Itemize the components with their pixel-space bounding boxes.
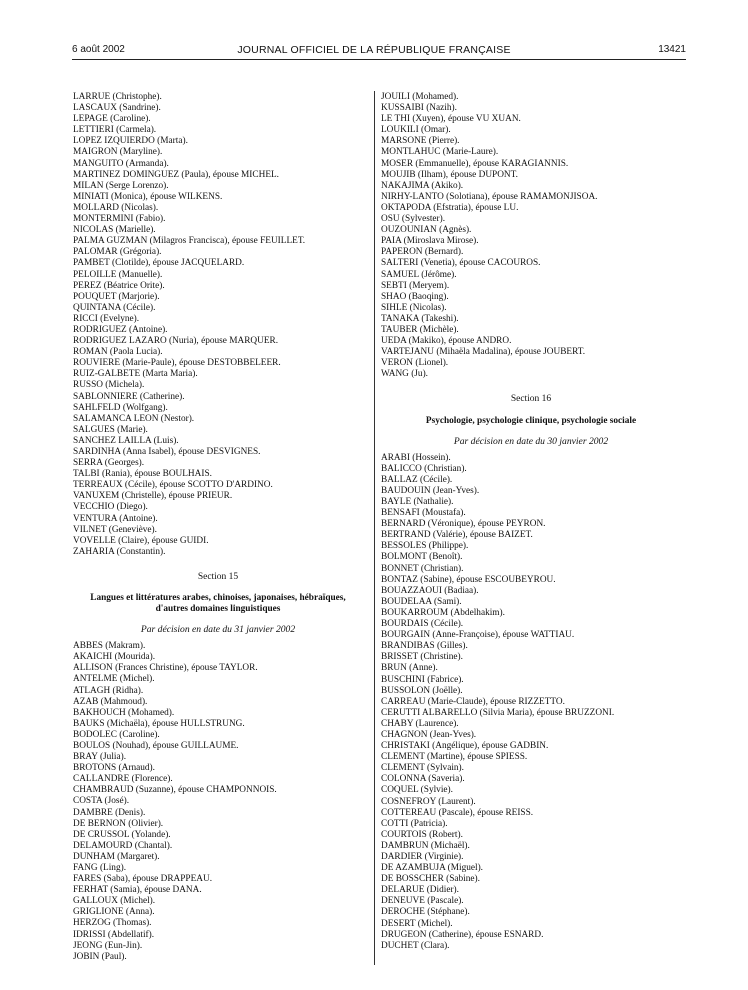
list-item: DE BERNON (Olivier).	[73, 818, 164, 829]
list-item: DAMBRUN (Michaël).	[381, 840, 470, 851]
list-item: QUINTANA (Cécile).	[73, 302, 156, 313]
list-item: JOBIN (Paul).	[73, 951, 127, 962]
list-item: BONNET (Christian).	[381, 563, 464, 574]
list-item: CLEMENT (Martine), épouse SPIESS.	[381, 752, 528, 763]
list-item: CHAMBRAUD (Suzanne), épouse CHAMPONNOIS.	[73, 785, 277, 796]
list-item: JOUILI (Mohamed).	[381, 92, 459, 102]
list-item: DESERT (Michel).	[381, 918, 453, 929]
section-15-subtitle: Langues et littératures arabes, chinoises, japonaises, hébraïques, d'autres domaines linguistiques	[90, 593, 346, 615]
list-item: DRUGEON (Catherine), épouse ESNARD.	[381, 929, 544, 940]
list-item: GRIGLIONE (Anna).	[73, 907, 155, 918]
list-item: RUSSO (Michela).	[73, 380, 145, 391]
list-item: LE THI (Xuyen), épouse VU XUAN.	[381, 114, 521, 125]
list-item: ALLISON (Frances Christine), épouse TAYLOR.	[73, 663, 258, 674]
list-item: SAHLFELD (Wolfgang).	[73, 402, 168, 413]
section-16-subtitle: Psychologie, psychologie clinique, psychologie sociale	[425, 415, 637, 426]
right-entries-bottom	[381, 453, 681, 952]
list-item: MARTINEZ DOMINGUEZ (Paula), épouse MICHEL.	[73, 169, 280, 180]
list-item: CALLANDRE (Florence).	[73, 774, 173, 785]
list-item: COLONNA (Saveria).	[381, 774, 465, 785]
list-item: ROMAN (Paola Lucia).	[73, 347, 163, 358]
list-item: OKTAPODA (Efstratia), épouse LU.	[381, 202, 519, 213]
list-item: BAKHOUCH (Mohamed).	[73, 707, 175, 718]
list-item: SALTERI (Venetia), épouse CACOUROS.	[381, 258, 541, 269]
list-item: MONTERMINI (Fabio).	[73, 214, 166, 225]
list-item: RUIZ-GALBETE (Marta Maria).	[73, 369, 198, 380]
list-item: BAUDOUIN (Jean-Yves).	[381, 485, 480, 496]
header-page-number: 13421	[658, 44, 686, 55]
list-item: MONTLAHUC (Marie-Laure).	[381, 147, 499, 158]
list-item: NAKAJIMA (Akiko).	[381, 180, 464, 191]
list-item: ROUVIERE (Marie-Paule), épouse DESTOBBELEER.	[73, 358, 281, 369]
list-item: DUCHET (Clara).	[381, 940, 450, 951]
list-item: COQUEL (Sylvie).	[381, 785, 453, 796]
list-item: MOLLARD (Nicolas).	[73, 202, 159, 213]
list-item: PALMA GUZMAN (Milagros Francisca), épouse FEUILLET.	[73, 236, 306, 247]
list-item: TALBI (Rania), épouse BOULHAIS.	[73, 469, 212, 480]
list-item: VOVELLE (Claire), épouse GUIDI.	[73, 535, 209, 546]
list-item: TAUBER (Michèle).	[381, 324, 459, 335]
list-item: MOUJIB (Ilham), épouse DUPONT.	[381, 169, 518, 180]
list-item: LARRUE (Christophe).	[73, 92, 162, 102]
list-item: MAIGRON (Maryline).	[73, 147, 163, 158]
list-item: BERNARD (Véronique), épouse PEYRON.	[381, 519, 546, 530]
list-item: DELARUE (Didier).	[381, 885, 459, 896]
list-item: SEBTI (Meryem).	[381, 280, 450, 291]
left-entries-bottom	[73, 641, 363, 963]
list-item: LEPAGE (Caroline).	[73, 114, 151, 125]
list-item: NICOLAS (Marielle).	[73, 225, 156, 236]
list-item: BENSAFI (Moustafa).	[381, 508, 466, 519]
column-separator	[374, 91, 375, 965]
list-item: VILNET (Geneviève).	[73, 524, 157, 535]
list-item: VERON (Lionel).	[381, 358, 449, 369]
list-item: ZAHARIA (Constantin).	[73, 546, 166, 557]
list-item: BROTONS (Arnaud).	[73, 763, 155, 774]
list-item: BUSCHINI (Fabrice).	[381, 674, 464, 685]
list-item: DEROCHE (Stéphane).	[381, 907, 470, 918]
list-item: SIHLE (Nicolas).	[381, 302, 447, 313]
header-title: JOURNAL OFFICIEL DE LA RÉPUBLIQUE FRANÇAISE	[237, 44, 511, 56]
list-item: MINIATI (Monica), épouse WILKENS.	[73, 191, 223, 202]
list-item: BAUKS (Michaëla), épouse HULLSTRUNG.	[73, 718, 245, 729]
list-item: MARSONE (Pierre).	[381, 136, 460, 147]
list-item: DE AZAMBUJA (Miguel).	[381, 863, 484, 874]
list-item: DE CRUSSOL (Yolande).	[73, 829, 171, 840]
list-item: SABLONNIERE (Catherine).	[73, 391, 185, 402]
list-item: SAMUEL (Jérôme).	[381, 269, 457, 280]
list-item: BRISSET (Christine).	[381, 652, 463, 663]
list-item: FERHAT (Samia), épouse DANA.	[73, 885, 202, 896]
list-item: TANAKA (Takeshi).	[381, 313, 459, 324]
list-item: DUNHAM (Margaret).	[73, 851, 160, 862]
list-item: DARDIER (Virginie).	[381, 852, 464, 862]
section-16-decision: Par décision en date du 30 janvier 2002	[453, 435, 609, 447]
list-item: CLEMENT (Sylvain).	[381, 763, 464, 774]
list-item: COSNEFROY (Laurent).	[381, 796, 476, 807]
list-item: AKAICHI (Mourida).	[73, 652, 156, 663]
list-item: BOURDAIS (Cécile).	[381, 619, 464, 630]
list-item: MANGUITO (Armanda).	[73, 158, 169, 169]
list-item: UEDA (Makiko), épouse ANDRO.	[381, 336, 512, 347]
list-item: CHABY (Laurence).	[381, 718, 459, 729]
list-item: GALLOUX (Michel).	[73, 896, 156, 907]
list-item: COSTA (José).	[73, 796, 130, 807]
header-date: 6 août 2002	[72, 44, 125, 55]
list-item: VECCHIO (Diego).	[73, 502, 148, 513]
list-item: ATLAGH (Ridha).	[73, 685, 144, 696]
list-item: KUSSAIBI (Nazih).	[381, 103, 457, 114]
header-rule	[72, 59, 686, 60]
list-item: BALLAZ (Cécile).	[381, 474, 453, 485]
list-item: BOLMONT (Benoît).	[381, 552, 463, 563]
list-item: FARES (Saba), épouse DRAPPEAU.	[73, 874, 213, 885]
list-item: HERZOG (Thomas).	[73, 918, 152, 929]
section-16-title: Section 16	[510, 394, 552, 405]
list-item: CHAGNON (Jean-Yves).	[381, 729, 477, 740]
list-item: BERTRAND (Valérie), épouse BAIZET.	[381, 530, 533, 541]
list-item: RODRIGUEZ LAZARO (Nuria), épouse MARQUER.	[73, 336, 279, 347]
list-item: BOURGAIN (Anne-Françoise), épouse WATTIAU.	[381, 630, 575, 641]
left-entries-top	[73, 92, 363, 558]
list-item: BESSOLES (Philippe).	[381, 541, 469, 552]
list-item: PEREZ (Béatrice Orite).	[73, 280, 165, 291]
list-item: OSU (Sylvester).	[381, 214, 446, 225]
list-item: MOSER (Emmanuelle), épouse KARAGIANNIS.	[381, 158, 569, 169]
list-item: ARABI (Hossein).	[381, 452, 451, 463]
list-item: COTTEREAU (Pascale), épouse REISS.	[381, 807, 534, 818]
page-header	[0, 0, 748, 62]
list-item: LOUKILI (Omar).	[381, 125, 451, 136]
list-item: BOUAZZAOUI (Badiaa).	[381, 585, 479, 596]
list-item: LASCAUX (Sandrine).	[73, 103, 161, 114]
list-item: DENEUVE (Pascale).	[381, 896, 464, 907]
list-item: PAPERON (Bernard).	[381, 247, 464, 258]
list-item: PAMBET (Clotilde), épouse JACQUELARD.	[73, 258, 245, 269]
list-item: BOUKARROUM (Abdelhakim).	[381, 607, 505, 618]
list-item: SHAO (Baoqing).	[381, 291, 449, 302]
list-item: LETTIERI (Carmela).	[73, 125, 157, 136]
list-item: OUZOUNIAN (Agnès).	[381, 225, 472, 236]
list-item: VANUXEM (Christelle), épouse PRIEUR.	[73, 491, 233, 502]
list-item: CERUTTI ALBARELLO (Silvia Maria), épouse BRUZZONI.	[381, 707, 615, 718]
list-item: SANCHEZ LAILLA (Luis).	[73, 435, 179, 446]
list-item: DAMBRE (Denis).	[73, 807, 146, 818]
list-item: TERREAUX (Cécile), épouse SCOTTO D'ARDINO.	[73, 480, 273, 491]
list-item: ABBES (Makram).	[73, 641, 146, 652]
list-item: BAYLE (Nathalie).	[381, 497, 454, 507]
section-15-title: Section 15	[197, 571, 239, 582]
list-item: RODRIGUEZ (Antoine).	[73, 324, 168, 335]
list-item: NIRHY-LANTO (Solotiana), épouse RAMAMONJISOA.	[381, 191, 598, 202]
list-item: POUQUET (Marjorie).	[73, 291, 160, 302]
list-item: WANG (Ju).	[381, 369, 428, 380]
left-column	[73, 92, 363, 963]
list-item: PELOILLE (Manuelle).	[73, 269, 163, 280]
list-item: RICCI (Evelyne).	[73, 313, 140, 324]
section-15-decision: Par décision en date du 31 janvier 2002	[140, 624, 296, 636]
list-item: VARTEJANU (Mihaëla Madalina), épouse JOUBERT.	[381, 347, 586, 358]
list-item: SALGUES (Marie).	[73, 424, 148, 435]
list-item: SALAMANCA LEON (Nestor).	[73, 413, 195, 424]
list-item: VENTURA (Antoine).	[73, 513, 158, 524]
list-item: CARREAU (Marie-Claude), épouse RIZZETTO.	[381, 696, 565, 707]
list-item: JEONG (Eun-Jin).	[73, 940, 143, 951]
list-item: DE BOSSCHER (Sabine).	[381, 874, 480, 885]
list-item: ANTELME (Michel).	[73, 674, 155, 685]
list-item: SERRA (Georges).	[73, 458, 145, 469]
list-item: BOULOS (Nouhad), épouse GUILLAUME.	[73, 740, 239, 751]
list-item: AZAB (Mahmoud).	[73, 696, 148, 707]
list-item: PAIA (Miroslava Mirose).	[381, 236, 479, 247]
list-item: BRAY (Julia).	[73, 752, 127, 763]
list-item: MILAN (Serge Lorenzo).	[73, 180, 169, 191]
right-column	[381, 92, 681, 952]
list-item: COTTI (Patricia).	[381, 818, 448, 829]
right-entries-top	[381, 92, 681, 380]
list-item: BRUN (Anne).	[381, 663, 438, 674]
list-item: CHRISTAKI (Angélique), épouse GADBIN.	[381, 741, 549, 752]
list-item: DELAMOURD (Chantal).	[73, 840, 173, 851]
list-item: FANG (Ling).	[73, 863, 127, 873]
list-item: BODOLEC (Caroline).	[73, 729, 160, 740]
list-item: SARDINHA (Anna Isabel), épouse DESVIGNES.	[73, 447, 261, 457]
list-item: LOPEZ IZQUIERDO (Marta).	[73, 136, 188, 147]
list-item: BOUDELAA (Sami).	[381, 596, 462, 607]
list-item: BALICCO (Christian).	[381, 463, 467, 474]
list-item: BONTAZ (Sabine), épouse ESCOUBEYROU.	[381, 574, 556, 585]
list-item: COURTOIS (Robert).	[381, 829, 463, 840]
list-item: BRANDIBAS (Gilles).	[381, 641, 468, 652]
list-item: BUSSOLON (Joëlle).	[381, 685, 463, 696]
list-item: IDRISSI (Abdellatif).	[73, 929, 155, 940]
list-item: PALOMAR (Grégoria).	[73, 247, 162, 258]
